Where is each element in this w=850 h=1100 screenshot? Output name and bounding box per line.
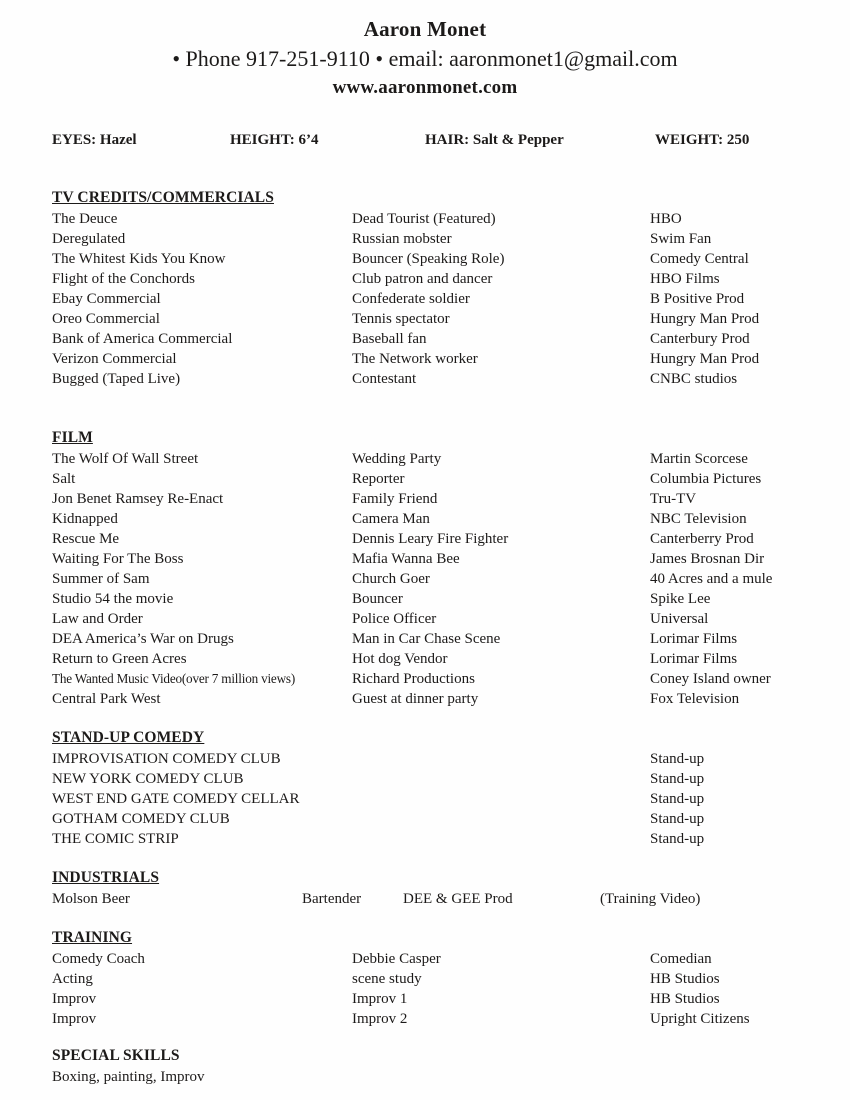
section-stand-up-comedy xyxy=(52,728,814,849)
section-special-skills xyxy=(52,1046,814,1087)
credit-cell xyxy=(352,769,650,789)
credit-row xyxy=(52,769,814,789)
credit-cell: Wedding Party xyxy=(352,451,442,467)
website-text: www.aaronmonet.com xyxy=(332,77,518,98)
credit-row xyxy=(52,889,814,909)
credit-row xyxy=(52,249,814,269)
credit-cell xyxy=(352,789,650,809)
credit-cell: Central Park West xyxy=(52,691,161,707)
section-tv-credits xyxy=(52,188,814,389)
credit-cell: Stand-up xyxy=(650,811,705,827)
credit-cell: Salt xyxy=(52,471,76,487)
credit-cell: DEA America’s War on Drugs xyxy=(52,631,234,647)
credit-row xyxy=(52,349,814,369)
credit-row xyxy=(52,949,814,969)
credit-row xyxy=(52,689,814,709)
credit-cell: Mafia Wanna Bee xyxy=(352,551,460,567)
credit-row xyxy=(52,489,814,509)
page-title: Aaron Monet xyxy=(363,17,487,41)
credit-cell: Contestant xyxy=(352,371,417,387)
credit-cell: Jon Benet Ramsey Re-Enact xyxy=(52,491,224,507)
credit-row xyxy=(52,1067,814,1087)
credit-cell: Law and Order xyxy=(52,611,143,627)
credit-row xyxy=(52,609,814,629)
credit-cell: (Training Video) xyxy=(600,891,701,907)
credit-row xyxy=(52,649,814,669)
credit-row xyxy=(52,989,814,1009)
section-industrials xyxy=(52,868,814,909)
credit-cell: Kidnapped xyxy=(52,511,118,527)
credit-cell: The Network worker xyxy=(352,351,478,367)
credit-cell: Club patron and dancer xyxy=(352,271,493,287)
credit-cell: Hungry Man Prod xyxy=(650,351,760,367)
credit-cell: scene study xyxy=(352,971,422,987)
contact-line: • Phone 917-251-9110 • email: aaronmonet1@gmail.com xyxy=(172,46,678,71)
credit-cell: HBO Films xyxy=(650,271,720,287)
credit-row xyxy=(52,369,814,389)
credit-cell: Comedy Coach xyxy=(52,951,145,967)
credit-cell: Camera Man xyxy=(352,511,430,527)
credit-cell: Tennis spectator xyxy=(352,311,450,327)
credit-cell xyxy=(352,829,650,849)
credit-cell xyxy=(352,749,650,769)
credit-cell: Molson Beer xyxy=(52,891,130,907)
credit-cell: Debbie Casper xyxy=(352,951,441,967)
credit-cell: Waiting For The Boss xyxy=(52,551,184,567)
credit-cell: CNBC studios xyxy=(650,371,738,387)
section-training xyxy=(52,928,814,1029)
stat-eyes: EYES: Hazel xyxy=(52,132,137,148)
section-heading-industrials: INDUSTRIALS xyxy=(52,869,160,886)
credit-row xyxy=(52,549,814,569)
resume-header xyxy=(0,0,850,102)
credit-cell: Canterbury Prod xyxy=(650,331,750,347)
credit-cell: Man in Car Chase Scene xyxy=(352,631,501,647)
credit-cell: Hungry Man Prod xyxy=(650,311,760,327)
credit-cell: Improv xyxy=(52,991,97,1007)
resume-content xyxy=(0,130,850,1087)
credit-row xyxy=(52,329,814,349)
credit-cell: Flight of the Conchords xyxy=(52,271,195,287)
credit-cell: IMPROVISATION COMEDY CLUB xyxy=(52,751,281,767)
credit-row xyxy=(52,469,814,489)
credit-cell: Russian mobster xyxy=(352,231,452,247)
credit-row xyxy=(52,209,814,229)
credit-cell: Canterberry Prod xyxy=(650,531,754,547)
section-heading-stand-up-comedy: STAND-UP COMEDY xyxy=(52,729,205,746)
credit-cell xyxy=(352,1067,650,1087)
credit-cell: Swim Fan xyxy=(650,231,712,247)
credit-cell: Spike Lee xyxy=(650,591,711,607)
credit-cell: Universal xyxy=(650,611,709,627)
credit-cell: Dennis Leary Fire Fighter xyxy=(352,531,509,547)
credit-cell: Improv 1 xyxy=(352,991,408,1007)
credit-row xyxy=(52,669,814,689)
credit-row xyxy=(52,509,814,529)
credit-cell: Stand-up xyxy=(650,751,705,767)
credit-row xyxy=(52,1009,814,1029)
credit-cell: Stand-up xyxy=(650,791,705,807)
credit-cell: Comedian xyxy=(650,951,712,967)
credit-cell: The Wanted Music Video(over 7 million views) xyxy=(52,671,296,686)
credit-cell: Lorimar Films xyxy=(650,631,738,647)
credit-row xyxy=(52,309,814,329)
credit-cell: Lorimar Films xyxy=(650,651,738,667)
resume-sections xyxy=(52,188,814,1087)
credit-cell: Tru-TV xyxy=(650,491,697,507)
credit-cell: The Wolf Of Wall Street xyxy=(52,451,199,467)
section-heading-training: TRAINING xyxy=(52,929,133,946)
stat-weight: WEIGHT: 250 xyxy=(655,132,750,148)
credit-cell: Ebay Commercial xyxy=(52,291,161,307)
credit-cell: Bank of America Commercial xyxy=(52,331,233,347)
credit-cell: WEST END GATE COMEDY CELLAR xyxy=(52,791,300,807)
credit-cell: Oreo Commercial xyxy=(52,311,160,327)
credit-cell: B Positive Prod xyxy=(650,291,745,307)
credit-cell: Verizon Commercial xyxy=(52,351,177,367)
credit-row xyxy=(52,789,814,809)
credit-row xyxy=(52,969,814,989)
credit-cell: Return to Green Acres xyxy=(52,651,187,667)
credit-row xyxy=(52,289,814,309)
credit-cell: Upright Citizens xyxy=(650,1011,750,1027)
credit-cell xyxy=(352,809,650,829)
credit-cell: Family Friend xyxy=(352,491,438,507)
credit-row xyxy=(52,229,814,249)
credit-row xyxy=(52,529,814,549)
credit-cell xyxy=(650,1067,814,1087)
credit-cell: Studio 54 the movie xyxy=(52,591,174,607)
credit-cell: Acting xyxy=(52,971,93,987)
section-heading-tv-credits: TV CREDITS/COMMERCIALS xyxy=(52,189,274,206)
credit-cell: Coney Island owner xyxy=(650,671,771,687)
credit-row xyxy=(52,449,814,469)
section-film xyxy=(52,428,814,709)
credit-cell: HB Studios xyxy=(650,991,720,1007)
stat-hair: HAIR: Salt & Pepper xyxy=(425,132,564,148)
credit-cell: Confederate soldier xyxy=(352,291,470,307)
credit-cell: The Deuce xyxy=(52,211,118,227)
credit-cell: Improv 2 xyxy=(352,1011,408,1027)
credit-cell: Bartender xyxy=(302,891,362,907)
credit-row xyxy=(52,629,814,649)
section-heading-film: FILM xyxy=(52,429,93,446)
credit-cell: Comedy Central xyxy=(650,251,749,267)
stats-row xyxy=(52,130,814,150)
credit-cell: Martin Scorcese xyxy=(650,451,748,467)
credit-cell: Police Officer xyxy=(352,611,437,627)
credit-cell: Columbia Pictures xyxy=(650,471,762,487)
credit-cell: Improv xyxy=(52,1011,97,1027)
credit-row xyxy=(52,569,814,589)
credit-cell: Bouncer xyxy=(352,591,403,607)
credit-cell: Church Goer xyxy=(352,571,430,587)
credit-row xyxy=(52,829,814,849)
credit-cell: Hot dog Vendor xyxy=(352,651,448,667)
credit-cell: James Brosnan Dir xyxy=(650,551,765,567)
credit-cell: Dead Tourist (Featured) xyxy=(352,211,496,227)
section-heading-special-skills: SPECIAL SKILLS xyxy=(52,1047,180,1064)
credit-cell: HB Studios xyxy=(650,971,720,987)
credit-cell: Baseball fan xyxy=(352,331,427,347)
credit-cell: NBC Television xyxy=(650,511,747,527)
credit-cell: Deregulated xyxy=(52,231,126,247)
credit-cell: Fox Television xyxy=(650,691,740,707)
credit-row xyxy=(52,749,814,769)
credit-cell: Rescue Me xyxy=(52,531,120,547)
credit-cell: The Whitest Kids You Know xyxy=(52,251,226,267)
credit-row xyxy=(52,809,814,829)
credit-cell: 40 Acres and a mule xyxy=(650,571,773,587)
credit-cell: THE COMIC STRIP xyxy=(52,831,179,847)
stat-height: HEIGHT: 6’4 xyxy=(230,132,319,148)
credit-cell: Boxing, painting, Improv xyxy=(52,1069,205,1085)
credit-cell: Bugged (Taped Live) xyxy=(52,371,181,387)
credit-cell: Stand-up xyxy=(650,831,705,847)
credit-cell: Guest at dinner party xyxy=(352,691,479,707)
credit-cell: Summer of Sam xyxy=(52,571,150,587)
credit-cell: NEW YORK COMEDY CLUB xyxy=(52,771,244,787)
credit-cell: HBO xyxy=(650,211,682,227)
credit-cell: Reporter xyxy=(352,471,405,487)
credit-cell: GOTHAM COMEDY CLUB xyxy=(52,811,230,827)
credit-row xyxy=(52,589,814,609)
credit-cell: Richard Productions xyxy=(352,671,475,687)
credit-cell: Bouncer (Speaking Role) xyxy=(352,251,505,267)
credit-cell: Stand-up xyxy=(650,771,705,787)
credit-cell: DEE & GEE Prod xyxy=(403,891,513,907)
credit-row xyxy=(52,269,814,289)
